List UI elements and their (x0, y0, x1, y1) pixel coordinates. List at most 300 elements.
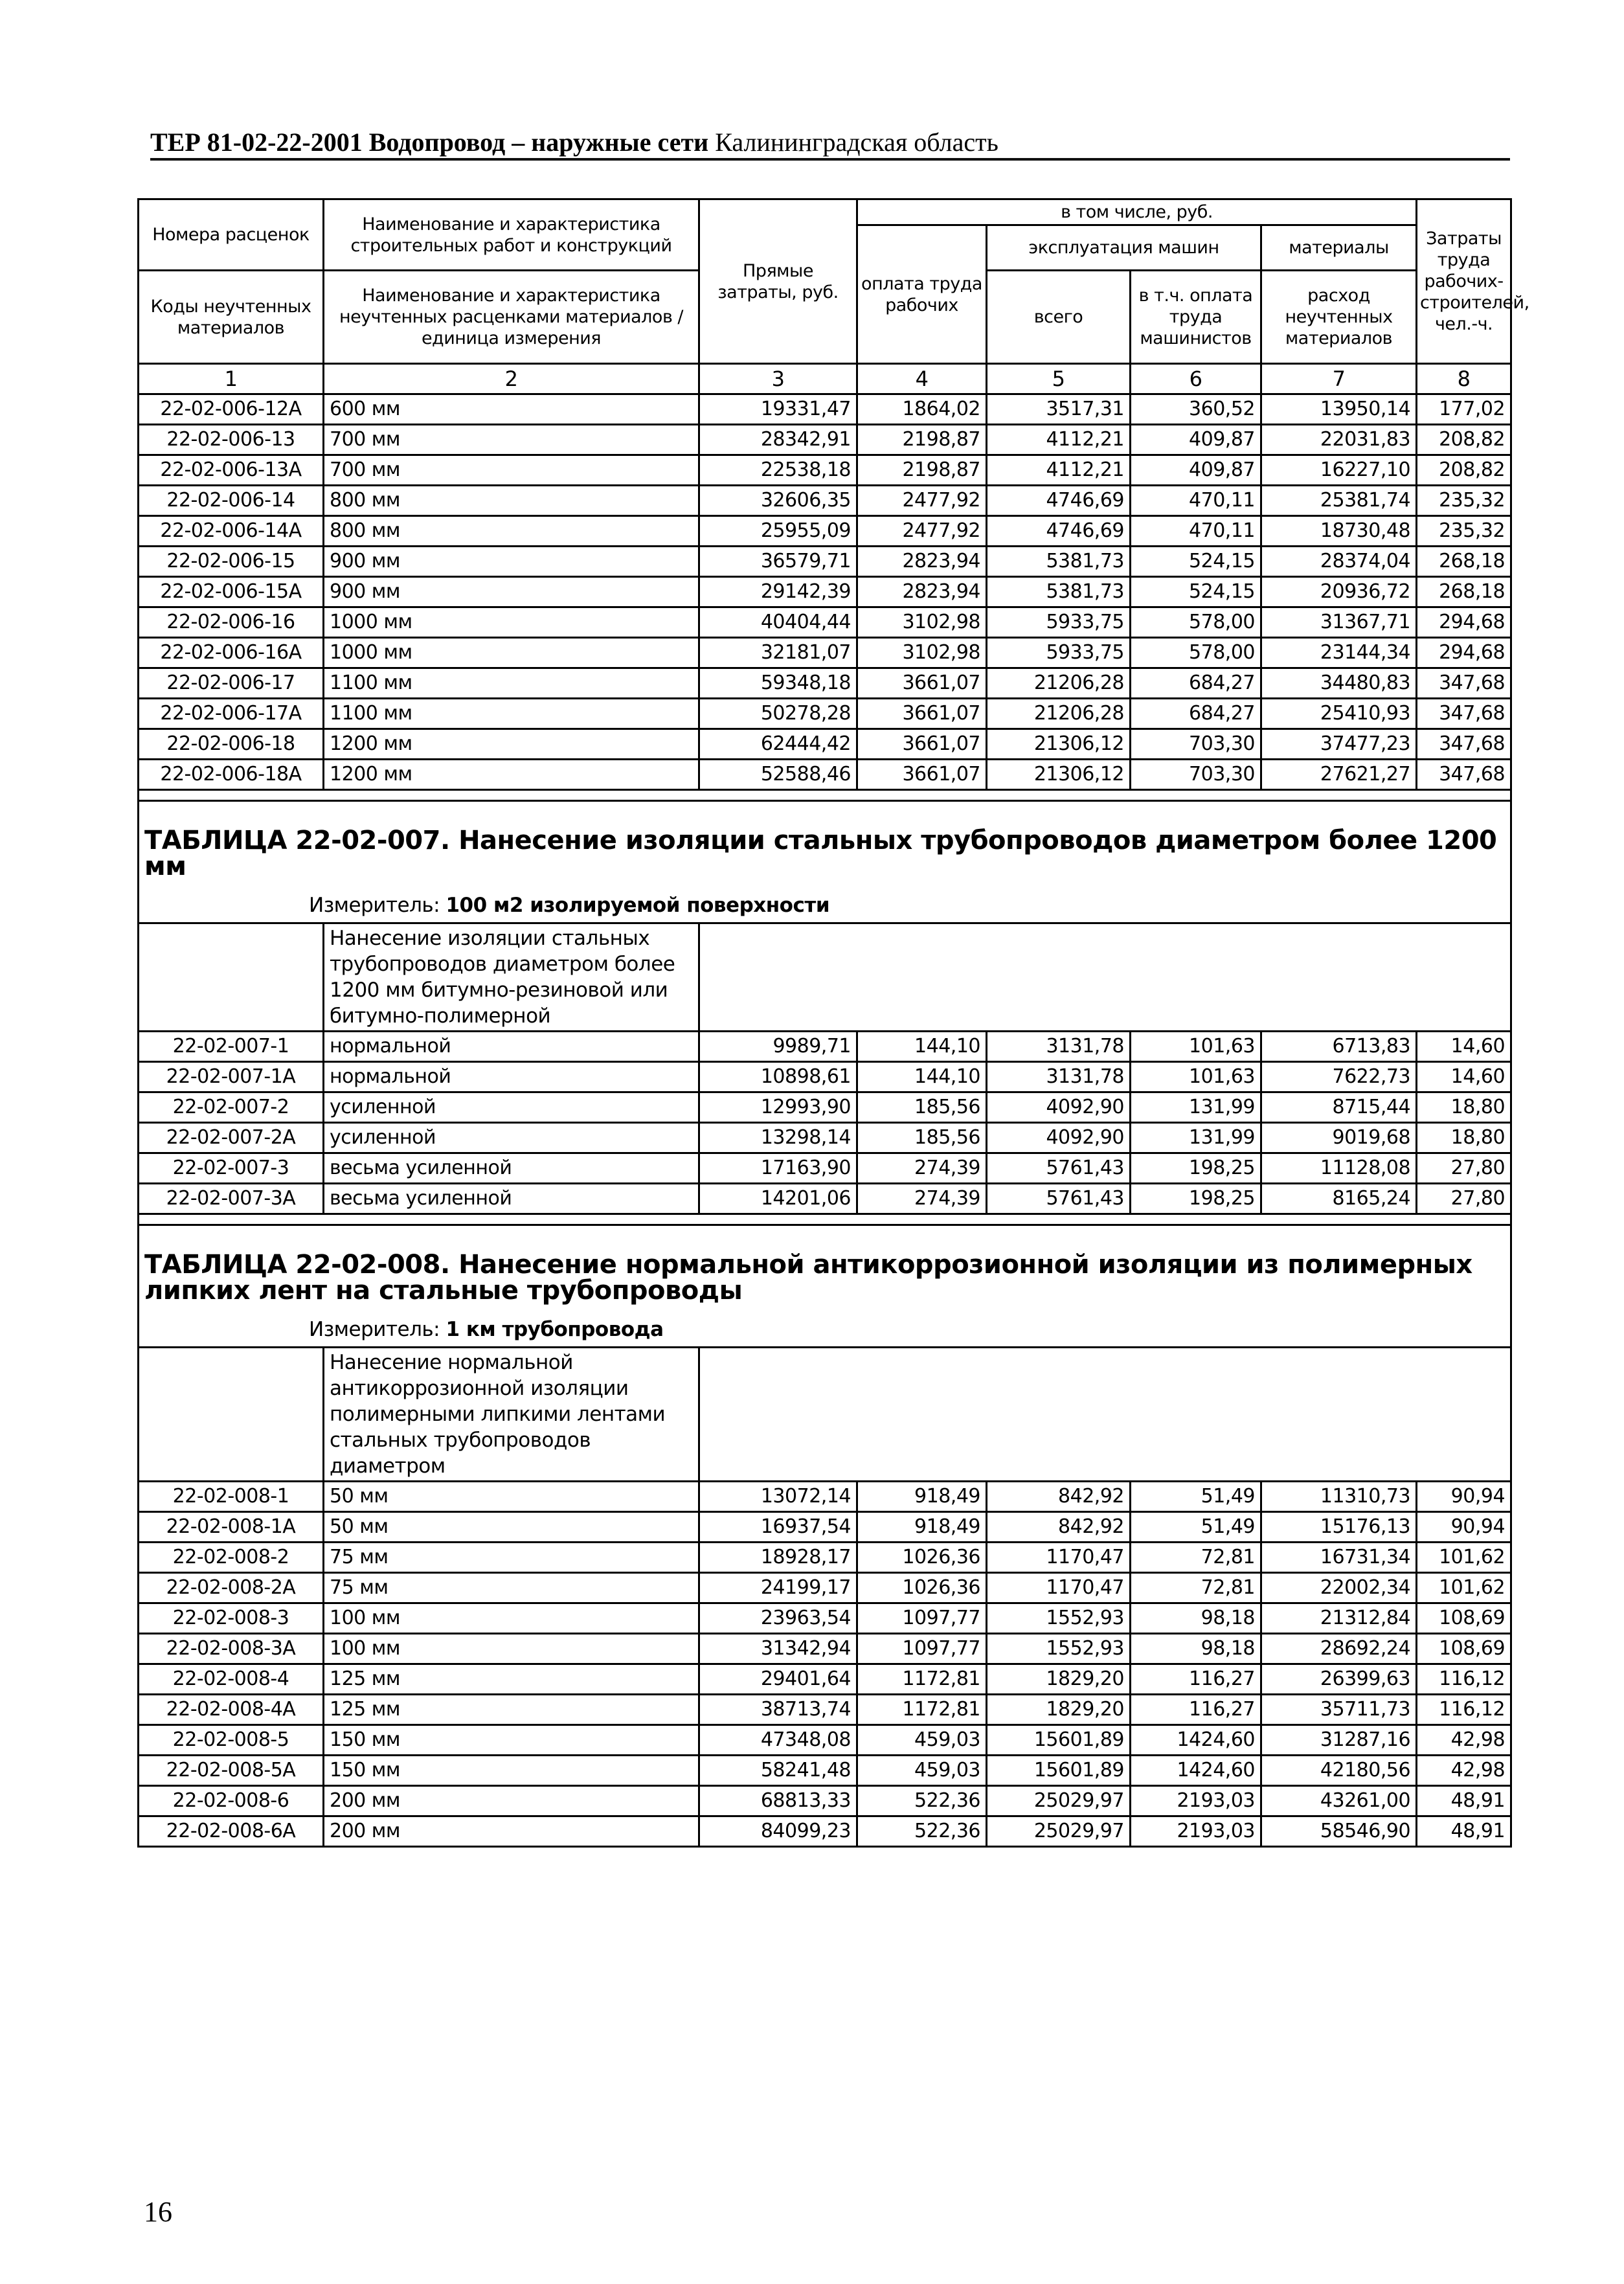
value-cell: 34480,83 (1261, 668, 1417, 699)
section-title: ТАБЛИЦА 22-02-007. Нанесение изоляции стальных трубопроводов диаметром более 1200 мм (139, 801, 1511, 887)
table-row (139, 577, 1511, 607)
spacer-row (139, 1214, 1511, 1225)
rate-code: 22-02-008-4А (139, 1695, 324, 1725)
section-description: Нанесение нормальной антикоррозионной изоляции полимерными липкими лентами стальных трубопроводов диаметром (324, 1348, 699, 1482)
value-cell: 703,30 (1131, 760, 1261, 790)
value-cell: 116,12 (1417, 1664, 1511, 1695)
value-cell: 470,11 (1131, 516, 1261, 547)
work-name: 1100 мм (324, 699, 699, 729)
value-cell: 9019,68 (1261, 1123, 1417, 1153)
value-cell: 31367,71 (1261, 607, 1417, 638)
value-cell: 27,80 (1417, 1184, 1511, 1214)
value-cell: 23963,54 (699, 1603, 857, 1634)
value-cell: 918,49 (857, 1512, 987, 1543)
value-cell: 5933,75 (987, 607, 1131, 638)
meter-label: Измеритель: (309, 1318, 446, 1341)
value-cell: 1097,77 (857, 1603, 987, 1634)
value-cell: 1829,20 (987, 1664, 1131, 1695)
table-row (139, 1695, 1511, 1725)
work-name: 150 мм (324, 1725, 699, 1756)
value-cell: 5761,43 (987, 1184, 1131, 1214)
value-cell: 98,18 (1131, 1603, 1261, 1634)
value-cell: 918,49 (857, 1482, 987, 1512)
header-machinist-pay: в т.ч. оплата труда машинистов (1131, 271, 1261, 364)
section-meter (139, 1310, 1511, 1348)
rate-code: 22-02-007-3 (139, 1153, 324, 1184)
table-row (139, 760, 1511, 790)
value-cell: 703,30 (1131, 729, 1261, 760)
value-cell: 35711,73 (1261, 1695, 1417, 1725)
value-cell: 17163,90 (699, 1153, 857, 1184)
value-cell: 3661,07 (857, 760, 987, 790)
rates-table (137, 198, 1529, 1848)
rate-code: 22-02-006-14А (139, 516, 324, 547)
value-cell: 42,98 (1417, 1756, 1511, 1786)
value-cell: 2198,87 (857, 455, 987, 486)
value-cell: 40404,44 (699, 607, 857, 638)
value-cell: 347,68 (1417, 668, 1511, 699)
value-cell: 21206,28 (987, 699, 1131, 729)
rate-code: 22-02-008-2А (139, 1573, 324, 1603)
header-unaccounted-materials: расход неучтенных материалов (1261, 271, 1417, 364)
value-cell: 4746,69 (987, 516, 1131, 547)
value-cell: 684,27 (1131, 668, 1261, 699)
value-cell: 31287,16 (1261, 1725, 1417, 1756)
value-cell: 18928,17 (699, 1543, 857, 1573)
value-cell: 5381,73 (987, 577, 1131, 607)
work-name: 700 мм (324, 455, 699, 486)
rate-code: 22-02-008-3 (139, 1603, 324, 1634)
rate-code: 22-02-008-1 (139, 1482, 324, 1512)
value-cell: 1829,20 (987, 1695, 1131, 1725)
table-row (139, 1184, 1511, 1214)
table-row (139, 638, 1511, 668)
value-cell: 294,68 (1417, 607, 1511, 638)
value-cell: 116,27 (1131, 1695, 1261, 1725)
work-name: 200 мм (324, 1786, 699, 1816)
value-cell: 1026,36 (857, 1573, 987, 1603)
value-cell: 15601,89 (987, 1725, 1131, 1756)
meter-value: 100 м2 изолируемой поверхности (445, 894, 830, 917)
value-cell: 12993,90 (699, 1092, 857, 1123)
value-cell: 5933,75 (987, 638, 1131, 668)
value-cell: 1552,93 (987, 1603, 1131, 1634)
table-row (139, 1032, 1511, 1062)
value-cell: 101,63 (1131, 1032, 1261, 1062)
empty-cell (699, 923, 1511, 1032)
value-cell: 14,60 (1417, 1062, 1511, 1092)
work-name: нормальной (324, 1062, 699, 1092)
value-cell: 59348,18 (699, 668, 857, 699)
page-number: 16 (144, 2196, 172, 2228)
rate-code: 22-02-007-1А (139, 1062, 324, 1092)
column-number: 7 (1261, 364, 1417, 394)
value-cell: 13072,14 (699, 1482, 857, 1512)
value-cell: 90,94 (1417, 1482, 1511, 1512)
column-number: 8 (1417, 364, 1511, 394)
work-name: 200 мм (324, 1816, 699, 1847)
value-cell: 26399,63 (1261, 1664, 1417, 1695)
value-cell: 5761,43 (987, 1153, 1131, 1184)
value-cell: 22031,83 (1261, 425, 1417, 455)
value-cell: 16227,10 (1261, 455, 1417, 486)
table-row (139, 425, 1511, 455)
value-cell: 198,25 (1131, 1184, 1261, 1214)
header-including: в том числе, руб. (857, 199, 1417, 225)
empty-cell (699, 1348, 1511, 1482)
value-cell: 2193,03 (1131, 1816, 1261, 1847)
value-cell: 21206,28 (987, 668, 1131, 699)
value-cell: 48,91 (1417, 1786, 1511, 1816)
rate-code: 22-02-006-13А (139, 455, 324, 486)
work-name: весьма усиленной (324, 1184, 699, 1214)
value-cell: 62444,42 (699, 729, 857, 760)
value-cell: 347,68 (1417, 760, 1511, 790)
value-cell: 18730,48 (1261, 516, 1417, 547)
table-row (139, 547, 1511, 577)
value-cell: 11310,73 (1261, 1482, 1417, 1512)
value-cell: 274,39 (857, 1184, 987, 1214)
value-cell: 470,11 (1131, 486, 1261, 516)
value-cell: 2823,94 (857, 547, 987, 577)
column-number: 3 (699, 364, 857, 394)
value-cell: 4092,90 (987, 1092, 1131, 1123)
value-cell: 21306,12 (987, 729, 1131, 760)
column-number: 4 (857, 364, 987, 394)
section-meter (139, 886, 1511, 923)
value-cell: 144,10 (857, 1032, 987, 1062)
value-cell: 58241,48 (699, 1756, 857, 1786)
value-cell: 14201,06 (699, 1184, 857, 1214)
value-cell: 15601,89 (987, 1756, 1131, 1786)
rate-code: 22-02-008-6А (139, 1816, 324, 1847)
value-cell: 9989,71 (699, 1032, 857, 1062)
rate-code: 22-02-006-18А (139, 760, 324, 790)
value-cell: 22002,34 (1261, 1573, 1417, 1603)
value-cell: 360,52 (1131, 394, 1261, 425)
value-cell: 2193,03 (1131, 1786, 1261, 1816)
value-cell: 208,82 (1417, 425, 1511, 455)
value-cell: 37477,23 (1261, 729, 1417, 760)
rate-code: 22-02-006-17А (139, 699, 324, 729)
table-row (139, 1573, 1511, 1603)
work-name: 1000 мм (324, 607, 699, 638)
table-row (139, 1123, 1511, 1153)
value-cell: 3661,07 (857, 729, 987, 760)
value-cell: 22538,18 (699, 455, 857, 486)
column-number: 5 (987, 364, 1131, 394)
section-description: Нанесение изоляции стальных трубопроводов диаметром более 1200 мм битумно-резиновой или битумно-полимерной (324, 923, 699, 1032)
rate-code: 22-02-006-13 (139, 425, 324, 455)
value-cell: 25410,93 (1261, 699, 1417, 729)
value-cell: 32181,07 (699, 638, 857, 668)
table-row (139, 668, 1511, 699)
value-cell: 8715,44 (1261, 1092, 1417, 1123)
value-cell: 13298,14 (699, 1123, 857, 1153)
empty-cell (139, 1348, 324, 1482)
value-cell: 1864,02 (857, 394, 987, 425)
value-cell: 522,36 (857, 1816, 987, 1847)
section-meter-row (139, 886, 1511, 923)
header-material-name: Наименование и характеристика неучтенных расценками материалов / единица измерения (324, 271, 699, 364)
table-row (139, 1062, 1511, 1092)
section-description-row (139, 1348, 1511, 1482)
header-machines-total: всего (987, 271, 1131, 364)
work-name: 900 мм (324, 577, 699, 607)
value-cell: 3102,98 (857, 638, 987, 668)
work-name: 900 мм (324, 547, 699, 577)
work-name: усиленной (324, 1092, 699, 1123)
section-title-row (139, 1225, 1511, 1311)
table-row (139, 1512, 1511, 1543)
value-cell: 1097,77 (857, 1634, 987, 1664)
value-cell: 18,80 (1417, 1092, 1511, 1123)
column-numbers-row (139, 364, 1511, 394)
value-cell: 43261,00 (1261, 1786, 1417, 1816)
rate-code: 22-02-006-16 (139, 607, 324, 638)
value-cell: 116,27 (1131, 1664, 1261, 1695)
value-cell: 25381,74 (1261, 486, 1417, 516)
table-row (139, 729, 1511, 760)
value-cell: 1170,47 (987, 1573, 1131, 1603)
value-cell: 108,69 (1417, 1634, 1511, 1664)
value-cell: 48,91 (1417, 1816, 1511, 1847)
page-header-bold: ТЕР 81-02-22-2001 Водопровод – наружные сети (150, 128, 709, 157)
table-row (139, 394, 1511, 425)
value-cell: 28692,24 (1261, 1634, 1417, 1664)
table-row (139, 699, 1511, 729)
value-cell: 208,82 (1417, 455, 1511, 486)
page-header (150, 127, 998, 157)
table-row (139, 1543, 1511, 1573)
value-cell: 347,68 (1417, 729, 1511, 760)
value-cell: 98,18 (1131, 1634, 1261, 1664)
rate-code: 22-02-008-1А (139, 1512, 324, 1543)
work-name: 125 мм (324, 1664, 699, 1695)
value-cell: 25029,97 (987, 1816, 1131, 1847)
header-material-codes: Коды неучтенных материалов (139, 271, 324, 364)
table-row (139, 486, 1511, 516)
value-cell: 68813,33 (699, 1786, 857, 1816)
value-cell: 1552,93 (987, 1634, 1131, 1664)
rate-code: 22-02-008-3А (139, 1634, 324, 1664)
value-cell: 58546,90 (1261, 1816, 1417, 1847)
value-cell: 101,63 (1131, 1062, 1261, 1092)
value-cell: 268,18 (1417, 547, 1511, 577)
value-cell: 578,00 (1131, 638, 1261, 668)
value-cell: 1424,60 (1131, 1756, 1261, 1786)
value-cell: 28342,91 (699, 425, 857, 455)
value-cell: 32606,35 (699, 486, 857, 516)
rate-code: 22-02-008-2 (139, 1543, 324, 1573)
value-cell: 274,39 (857, 1153, 987, 1184)
value-cell: 3661,07 (857, 699, 987, 729)
work-name: 50 мм (324, 1512, 699, 1543)
spacer-row (139, 790, 1511, 801)
work-name: 1200 мм (324, 760, 699, 790)
value-cell: 84099,23 (699, 1816, 857, 1847)
value-cell: 27,80 (1417, 1153, 1511, 1184)
value-cell: 235,32 (1417, 516, 1511, 547)
work-name: 50 мм (324, 1482, 699, 1512)
work-name: весьма усиленной (324, 1153, 699, 1184)
work-name: 800 мм (324, 516, 699, 547)
value-cell: 3661,07 (857, 668, 987, 699)
work-name: 150 мм (324, 1756, 699, 1786)
value-cell: 2198,87 (857, 425, 987, 455)
rate-code: 22-02-006-12А (139, 394, 324, 425)
value-cell: 23144,34 (1261, 638, 1417, 668)
rate-code: 22-02-006-16А (139, 638, 324, 668)
value-cell: 198,25 (1131, 1153, 1261, 1184)
value-cell: 3131,78 (987, 1062, 1131, 1092)
value-cell: 3131,78 (987, 1032, 1131, 1062)
rate-code: 22-02-008-6 (139, 1786, 324, 1816)
value-cell: 11128,08 (1261, 1153, 1417, 1184)
value-cell: 2823,94 (857, 577, 987, 607)
value-cell: 29142,39 (699, 577, 857, 607)
work-name: нормальной (324, 1032, 699, 1062)
value-cell: 578,00 (1131, 607, 1261, 638)
spacer-cell (139, 1214, 1511, 1225)
value-cell: 1172,81 (857, 1695, 987, 1725)
value-cell: 842,92 (987, 1512, 1131, 1543)
value-cell: 6713,83 (1261, 1032, 1417, 1062)
value-cell: 522,36 (857, 1786, 987, 1816)
rate-code: 22-02-007-3А (139, 1184, 324, 1214)
value-cell: 16937,54 (699, 1512, 857, 1543)
value-cell: 5381,73 (987, 547, 1131, 577)
value-cell: 409,87 (1131, 425, 1261, 455)
rate-code: 22-02-008-5 (139, 1725, 324, 1756)
value-cell: 50278,28 (699, 699, 857, 729)
work-name: 700 мм (324, 425, 699, 455)
empty-cell (139, 923, 324, 1032)
value-cell: 13950,14 (1261, 394, 1417, 425)
header-machines: эксплуатация машин (987, 225, 1261, 271)
value-cell: 294,68 (1417, 638, 1511, 668)
table-row (139, 1603, 1511, 1634)
table-row (139, 1786, 1511, 1816)
value-cell: 347,68 (1417, 699, 1511, 729)
value-cell: 131,99 (1131, 1092, 1261, 1123)
value-cell: 101,62 (1417, 1543, 1511, 1573)
work-name: 800 мм (324, 486, 699, 516)
value-cell: 25955,09 (699, 516, 857, 547)
value-cell: 72,81 (1131, 1543, 1261, 1573)
value-cell: 101,62 (1417, 1573, 1511, 1603)
section-title: ТАБЛИЦА 22-02-008. Нанесение нормальной антикоррозионной изоляции из полимерных липких лент на стальные трубопроводы (139, 1225, 1511, 1311)
rate-code: 22-02-008-5А (139, 1756, 324, 1786)
value-cell: 25029,97 (987, 1786, 1131, 1816)
table-row (139, 1092, 1511, 1123)
rate-code: 22-02-008-4 (139, 1664, 324, 1695)
rate-code: 22-02-006-15А (139, 577, 324, 607)
value-cell: 19331,47 (699, 394, 857, 425)
meter-value: 1 км трубопровода (445, 1318, 664, 1341)
header-rate-numbers: Номера расценок (139, 199, 324, 271)
table-row (139, 516, 1511, 547)
value-cell: 27621,27 (1261, 760, 1417, 790)
value-cell: 29401,64 (699, 1664, 857, 1695)
value-cell: 1172,81 (857, 1664, 987, 1695)
value-cell: 72,81 (1131, 1573, 1261, 1603)
value-cell: 8165,24 (1261, 1184, 1417, 1214)
value-cell: 3517,31 (987, 394, 1131, 425)
rate-code: 22-02-006-18 (139, 729, 324, 760)
work-name: 75 мм (324, 1573, 699, 1603)
value-cell: 684,27 (1131, 699, 1261, 729)
header-rule (150, 158, 1510, 161)
work-name: 1200 мм (324, 729, 699, 760)
table-row (139, 1664, 1511, 1695)
rate-code: 22-02-006-14 (139, 486, 324, 516)
header-labor-hours: Затраты труда рабочих-строителей, чел.-ч. (1417, 199, 1511, 364)
work-name: 1100 мм (324, 668, 699, 699)
work-name: 1000 мм (324, 638, 699, 668)
value-cell: 4112,21 (987, 455, 1131, 486)
value-cell: 10898,61 (699, 1062, 857, 1092)
value-cell: 14,60 (1417, 1032, 1511, 1062)
value-cell: 90,94 (1417, 1512, 1511, 1543)
value-cell: 15176,13 (1261, 1512, 1417, 1543)
work-name: усиленной (324, 1123, 699, 1153)
value-cell: 36579,71 (699, 547, 857, 577)
value-cell: 108,69 (1417, 1603, 1511, 1634)
rate-code: 22-02-006-15 (139, 547, 324, 577)
value-cell: 116,12 (1417, 1695, 1511, 1725)
table-row (139, 1153, 1511, 1184)
value-cell: 4112,21 (987, 425, 1131, 455)
table-row (139, 607, 1511, 638)
value-cell: 2477,92 (857, 486, 987, 516)
value-cell: 524,15 (1131, 577, 1261, 607)
value-cell: 842,92 (987, 1482, 1131, 1512)
page-header-region: Калининградская область (708, 128, 998, 157)
value-cell: 459,03 (857, 1756, 987, 1786)
value-cell: 20936,72 (1261, 577, 1417, 607)
work-name: 125 мм (324, 1695, 699, 1725)
column-number: 6 (1131, 364, 1261, 394)
value-cell: 4746,69 (987, 486, 1131, 516)
value-cell: 51,49 (1131, 1482, 1261, 1512)
value-cell: 47348,08 (699, 1725, 857, 1756)
value-cell: 51,49 (1131, 1512, 1261, 1543)
header-worker-pay: оплата труда рабочих (857, 225, 987, 364)
value-cell: 18,80 (1417, 1123, 1511, 1153)
value-cell: 38713,74 (699, 1695, 857, 1725)
rate-code: 22-02-006-17 (139, 668, 324, 699)
work-name: 600 мм (324, 394, 699, 425)
section-title-row (139, 801, 1511, 887)
header-direct-costs: Прямые затраты, руб. (699, 199, 857, 364)
value-cell: 409,87 (1131, 455, 1261, 486)
value-cell: 31342,94 (699, 1634, 857, 1664)
section-meter-row (139, 1310, 1511, 1348)
work-name: 75 мм (324, 1543, 699, 1573)
work-name: 100 мм (324, 1634, 699, 1664)
value-cell: 7622,73 (1261, 1062, 1417, 1092)
rate-code: 22-02-007-2А (139, 1123, 324, 1153)
value-cell: 2477,92 (857, 516, 987, 547)
section-description-row (139, 923, 1511, 1032)
value-cell: 185,56 (857, 1092, 987, 1123)
value-cell: 42,98 (1417, 1725, 1511, 1756)
value-cell: 185,56 (857, 1123, 987, 1153)
column-number: 2 (324, 364, 699, 394)
table-row (139, 1725, 1511, 1756)
value-cell: 21312,84 (1261, 1603, 1417, 1634)
